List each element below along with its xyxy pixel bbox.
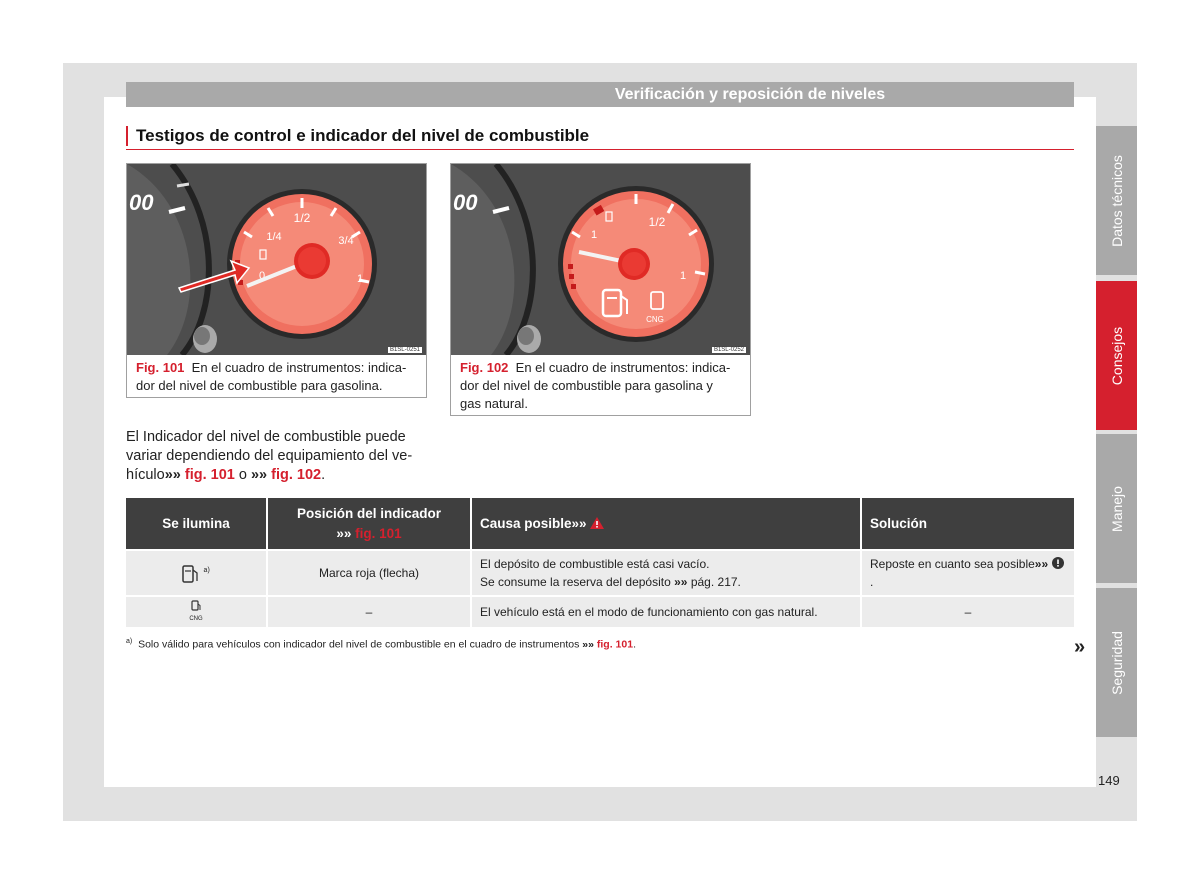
figure-reference-link[interactable]: fig. 101 [355,525,402,541]
intro-line: hículo [126,467,165,483]
header-posicion [267,498,471,550]
figure-102-image [451,164,750,355]
header-solucion: Solución [861,498,1074,550]
subsection-title: Testigos de control e indicador del nivel de combustible [136,126,590,145]
page-reference-link[interactable]: pág. 217. [690,575,741,589]
figure-reference-link[interactable]: fig. 102 [271,467,322,483]
figure-reference-link[interactable]: fig. 101 [184,467,235,483]
cause-line: Se consume la reserva del depósito [480,575,671,589]
info-exclamation-icon [1052,557,1064,569]
ref-arrow-icon: »» [571,516,587,531]
intro-paragraph [126,428,426,485]
row-position-cell: – [267,596,471,627]
svg-text:1/4: 1/4 [266,231,282,243]
footnote-marker: a) [203,567,210,575]
ref-arrow-icon: »» [582,638,594,651]
figure-code: B1SL-0251 [389,347,420,353]
svg-text:0: 0 [258,270,266,282]
intro-conjunction: o [238,467,247,483]
svg-text:1: 1 [679,270,687,282]
header-causa-label: Causa posible [480,516,572,531]
cng-label: CNG [189,616,203,622]
ref-arrow-icon: »» [250,467,268,483]
side-tab-label: Seguridad [1108,630,1125,695]
figure-caption [136,359,420,395]
fuel-gauge-cng-illustration [451,164,750,355]
ref-arrow-icon: »» [336,525,352,541]
intro-line: variar dependiendo del equipamiento del ve- [126,448,413,464]
row-position-cell: Marca roja (flecha) [267,550,471,596]
figure-101 [126,163,427,398]
side-tab-label: Manejo [1108,485,1125,532]
header-posicion-label: Posición del indicador [296,505,442,521]
fuel-pump-icon [182,566,203,580]
intro-line: El Indicador del nivel de combustible puede [126,429,406,445]
row-solution-cell [861,550,1074,596]
figure-caption [460,359,744,413]
subsection-heading [126,124,1074,150]
intro-end: . [321,467,326,483]
row-icon-cell [126,596,267,627]
figure-number: Fig. 102 [460,360,509,375]
svg-text:00: 00 [453,190,478,215]
svg-text:CNG: CNG [646,315,664,324]
caption-line: En el cuadro de instrumentos: indica- [191,360,407,375]
solution-end: . [870,575,874,589]
caption-line: En el cuadro de instrumentos: indica- [515,360,731,375]
caption-line: gas natural. [460,396,528,411]
warning-triangle-icon [590,517,604,529]
svg-text:00: 00 [129,190,154,215]
footnote-end: . [633,638,636,651]
header-se-ilumina: Se ilumina [126,498,267,550]
row-cause-cell [471,550,861,596]
table-row [126,596,1074,627]
figure-number: Fig. 101 [136,360,185,375]
heading-accent-bar [126,126,128,146]
side-tab-label: Datos técnicos [1108,154,1125,247]
ref-arrow-icon: »» [674,575,688,589]
table-row [126,550,1074,596]
figure-reference-link[interactable]: fig. 101 [596,638,634,651]
svg-text:1: 1 [590,229,598,241]
side-tab-seguridad[interactable] [1096,588,1137,737]
table-header-row [126,498,1074,550]
fuel-gauge-gasoline-illustration [127,164,426,355]
row-cause-cell: El vehículo está en el modo de funcionamiento con gas natural. [471,596,861,627]
footnote-text: Solo válido para vehículos con indicador del nivel de combustible en el cuadro de instrumentos [138,638,580,651]
ref-arrow-icon: »» [164,467,181,483]
svg-text:1: 1 [356,273,364,285]
side-tab-label: Consejos [1108,326,1125,385]
page-number: 149 [1098,773,1120,788]
footnote-marker: a) [126,638,133,645]
figure-102 [450,163,751,416]
row-icon-cell [126,550,267,596]
section-header: Verificación y reposición de niveles [126,82,1074,107]
svg-text:3/4: 3/4 [338,235,354,247]
warning-lights-table [126,498,1074,627]
header-causa [471,498,861,550]
footnote [126,638,636,651]
continue-mark-icon: » [1074,636,1086,658]
side-tab-manejo[interactable] [1096,434,1137,583]
ref-arrow-icon: »» [1034,557,1049,571]
row-solution-cell: – [861,596,1074,627]
svg-text:1/2: 1/2 [648,215,666,229]
side-tab-datos-tecnicos[interactable] [1096,126,1137,275]
cng-fuel-icon [134,600,258,611]
cause-line: El depósito de combustible está casi vacío. [480,557,710,571]
figure-code: B1SL-0252 [713,347,744,353]
svg-text:1/2: 1/2 [293,211,311,225]
caption-line: dor del nivel de combustible para gasolina y [460,378,713,393]
side-tab-consejos[interactable] [1096,281,1137,430]
solution-text: Reposte en cuanto sea posible [870,557,1035,571]
figure-101-image [127,164,426,355]
caption-line: dor del nivel de combustible para gasolina. [136,378,383,393]
